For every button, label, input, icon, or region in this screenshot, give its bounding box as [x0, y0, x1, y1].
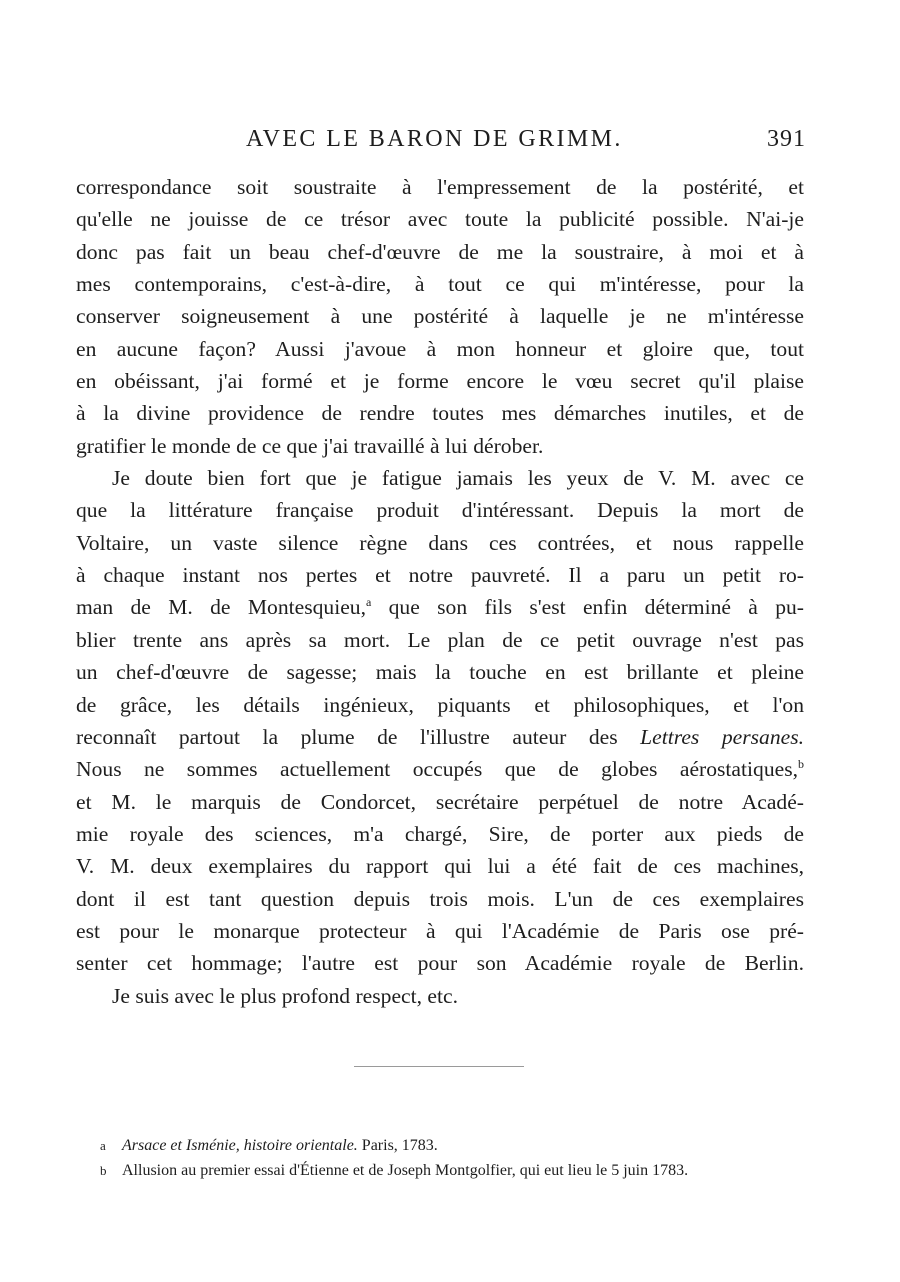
text-line: de grâce, les détails ingénieux, piquants et philosophiques, et l'on: [76, 692, 804, 717]
running-title: AVEC LE BARON DE GRIMM.: [246, 126, 623, 152]
text-line: un chef-d'œuvre de sagesse; mais la touche en est brillante et pleine: [76, 660, 804, 685]
text-line: conserver soigneusement à une postérité à laquelle je ne m'intéresse: [76, 304, 804, 329]
text-line: en obéissant, j'ai formé et je forme encore le vœu secret qu'il plaise: [76, 369, 804, 394]
text-line: dont il est tant question depuis trois mois. L'un de ces exemplaires: [76, 886, 804, 911]
text-line: que la littérature française produit d'intéressant. Depuis la mort de: [76, 498, 804, 523]
text-line: Je doute bien fort que je fatigue jamais les yeux de V. M. avec ce: [112, 466, 804, 491]
footnote-b: [100, 1158, 830, 1183]
text-line: Voltaire, un vaste silence règne dans ces contrées, et nous rappelle: [76, 530, 804, 555]
text-line: [76, 753, 804, 785]
text-line: V. M. deux exemplaires du rapport qui lui a été fait de ces machines,: [76, 854, 804, 879]
text-line: en aucune façon? Aussi j'avoue à mon honneur et gloire que, tout: [76, 336, 804, 361]
text-segment: reconnaît partout la plume de l'illustre auteur des: [76, 724, 641, 749]
footnote-divider: [354, 1066, 524, 1067]
footnote-text: Paris, 1783.: [357, 1137, 438, 1154]
footnote-marker: a: [100, 1138, 106, 1153]
book-title-italic: Lettres persanes.: [640, 724, 805, 749]
text-line: donc pas fait un beau chef-d'œuvre de me la soustraire, à moi et à: [76, 239, 804, 264]
text-segment: Nous ne sommes actuellement occupés que de globes aérostatiques,: [76, 757, 798, 782]
text-segment: man de M. de Montesquieu,: [76, 595, 366, 620]
text-line: correspondance soit soustraite à l'empressement de la postérité, et: [76, 175, 804, 199]
text-line: mes contemporains, c'est-à-dire, à tout ce qui m'intéresse, pour la: [76, 272, 804, 297]
body-text: [76, 171, 804, 1012]
text-segment: que son fils s'est enfin déterminé à pu-: [371, 595, 804, 620]
text-line: à la divine providence de rendre toutes mes démarches inutiles, et de: [76, 401, 804, 426]
text-line: et M. le marquis de Condorcet, secrétaire perpétuel de notre Acadé-: [76, 789, 804, 814]
footnote-ref-a[interactable]: a: [365, 595, 372, 610]
text-line: est pour le monarque protecteur à qui l'Académie de Paris ose pré-: [76, 918, 804, 943]
closing-line: Je suis avec le plus profond respect, etc.: [112, 983, 458, 1008]
footnote-a: [100, 1133, 830, 1158]
footnote-title: Arsace et Isménie, histoire orientale.: [122, 1137, 358, 1154]
text-line: blier trente ans après sa mort. Le plan de ce petit ouvrage n'est pas: [76, 627, 804, 652]
text-line: gratifier le monde de ce que j'ai travaillé à lui dérober.: [76, 433, 544, 458]
text-line: qu'elle ne jouisse de ce trésor avec toute la publicité possible. N'ai-je: [76, 207, 804, 232]
footnote-text: Allusion au premier essai d'Étienne et de Joseph Montgolfier, qui eut lieu le 5 juin 1783.: [122, 1162, 689, 1179]
text-line: senter cet hommage; l'autre est pour son Académie royale de Berlin.: [76, 951, 804, 976]
text-line: [76, 591, 804, 623]
footnotes: [100, 1133, 830, 1183]
footnote-marker: b: [100, 1163, 107, 1178]
page-number: 391: [767, 126, 806, 152]
text-line: à chaque instant nos pertes et notre pauvreté. Il a paru un petit ro-: [76, 563, 804, 588]
text-line: [76, 721, 804, 753]
text-line: mie royale des sciences, m'a chargé, Sire, de porter aux pieds de: [76, 821, 804, 846]
page-header: [76, 126, 806, 166]
footnote-ref-b[interactable]: b: [798, 757, 804, 772]
